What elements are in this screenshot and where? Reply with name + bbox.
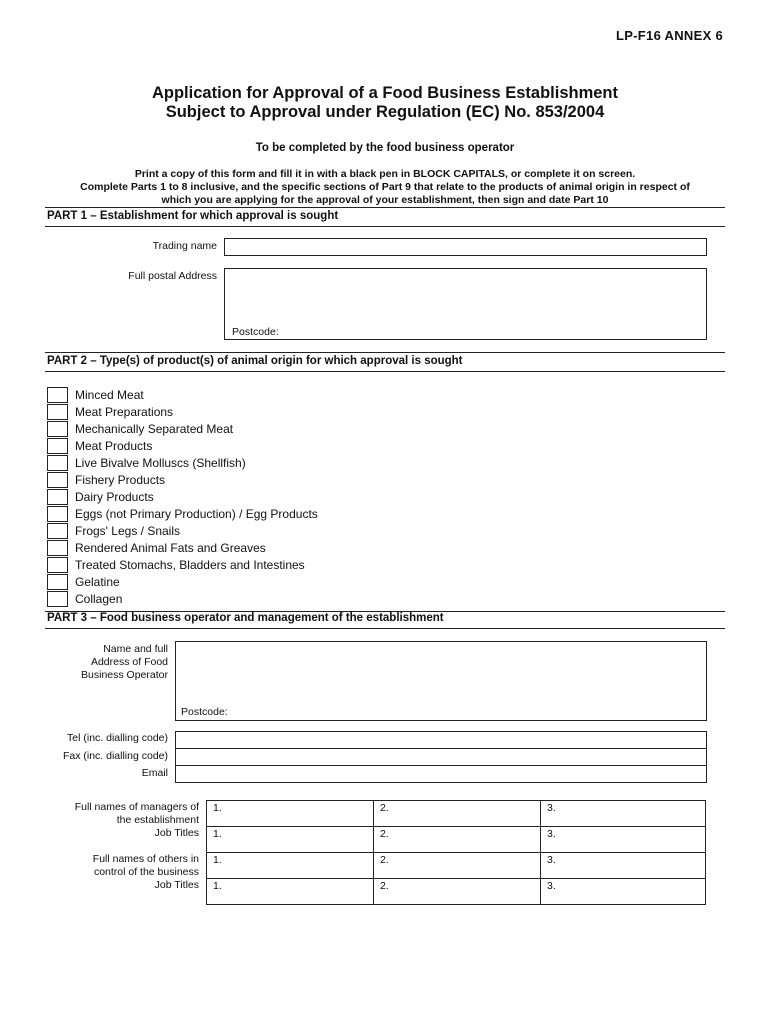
product-label: Mechanically Separated Meat [75,422,234,436]
other-title-1[interactable]: 1. [207,879,374,905]
other-name-3[interactable]: 3. [541,853,706,879]
form-title-line1: Application for Approval of a Food Business Establishment [151,84,619,102]
instructions-line2: Complete Parts 1 to 8 inclusive, and the specific sections of Part 9 that relate to the products of animal origin in respect of [80,181,690,193]
product-checkbox[interactable] [47,574,68,590]
product-checkbox[interactable] [47,404,68,420]
manager-title-1[interactable]: 1. [207,827,374,853]
tel-field[interactable] [175,731,707,749]
product-label: Gelatine [75,575,120,589]
fax-label: Fax (inc. dialling code) [62,750,168,762]
divider [45,371,725,372]
product-checkbox[interactable] [47,489,68,505]
managers-table [206,800,706,853]
trading-name-field[interactable] [224,238,707,256]
email-label: Email [141,767,168,779]
divider [45,352,725,353]
email-field[interactable] [175,765,707,783]
product-checkbox[interactable] [47,557,68,573]
product-label: Fishery Products [75,473,166,487]
product-checkbox[interactable] [47,387,68,403]
manager-name-1[interactable]: 1. [207,801,374,827]
product-label: Eggs (not Primary Production) / Egg Products [75,507,318,521]
postal-address-label: Full postal Address [128,270,217,282]
product-checkbox[interactable] [47,438,68,454]
product-label: Frogs' Legs / Snails [75,524,181,538]
other-name-2[interactable]: 2. [374,853,541,879]
product-label: Treated Stomachs, Bladders and Intestines [75,558,305,572]
product-checkbox[interactable] [47,540,68,556]
others-titles-row [207,879,706,905]
fbo-name-address-field[interactable] [175,641,707,721]
manager-titles-row [207,827,706,853]
product-checkbox[interactable] [47,421,68,437]
postal-address-field[interactable] [224,268,707,340]
manager-name-2[interactable]: 2. [374,801,541,827]
product-label: Collagen [75,592,123,606]
divider [45,226,725,227]
others-label: Full names of others in control of the business Job Titles [92,853,199,891]
product-label: Live Bivalve Molluscs (Shellfish) [75,456,246,470]
postcode-label: Postcode: [232,326,279,338]
product-checkbox[interactable] [47,506,68,522]
others-table [206,852,706,905]
instructions-line3: which you are applying for the approval of your establishment, then sign and date Part 10 [161,194,609,206]
manager-title-2[interactable]: 2. [374,827,541,853]
divider [45,207,725,208]
product-label: Meat Preparations [75,405,174,419]
manager-names-row [207,801,706,827]
divider [45,628,725,629]
form-title-line2: Subject to Approval under Regulation (EC) No. 853/2004 [165,103,605,121]
managers-label: Full names of managers of the establishment Job Titles [74,801,199,839]
other-name-1[interactable]: 1. [207,853,374,879]
manager-title-3[interactable]: 3. [541,827,706,853]
product-label: Rendered Animal Fats and Greaves [75,541,266,555]
trading-name-label: Trading name [152,240,217,252]
instructions-line1: Print a copy of this form and fill it in with a black pen in BLOCK CAPITALS, or complete it on screen. [134,168,636,180]
part1-heading: PART 1 – Establishment for which approval is sought [47,210,339,222]
part2-heading: PART 2 – Type(s) of product(s) of animal origin for which approval is sought [47,355,463,367]
other-title-3[interactable]: 3. [541,879,706,905]
product-checkbox[interactable] [47,523,68,539]
product-checkbox[interactable] [47,472,68,488]
fbo-postcode-label: Postcode: [181,706,228,718]
product-label: Minced Meat [75,388,144,402]
others-names-row [207,853,706,879]
other-title-2[interactable]: 2. [374,879,541,905]
form-subtitle: To be completed by the food business operator [255,142,515,154]
fbo-name-label: Name and full Address of Food Business Operator [81,643,168,681]
part3-heading: PART 3 – Food business operator and management of the establishment [47,612,444,624]
product-checkbox[interactable] [47,455,68,471]
form-reference: LP-F16 ANNEX 6 [615,28,723,43]
fax-field[interactable] [175,748,707,766]
product-label: Meat Products [75,439,153,453]
product-label: Dairy Products [75,490,154,504]
tel-label: Tel (inc. dialling code) [67,732,168,744]
manager-name-3[interactable]: 3. [541,801,706,827]
product-checkbox[interactable] [47,591,68,607]
